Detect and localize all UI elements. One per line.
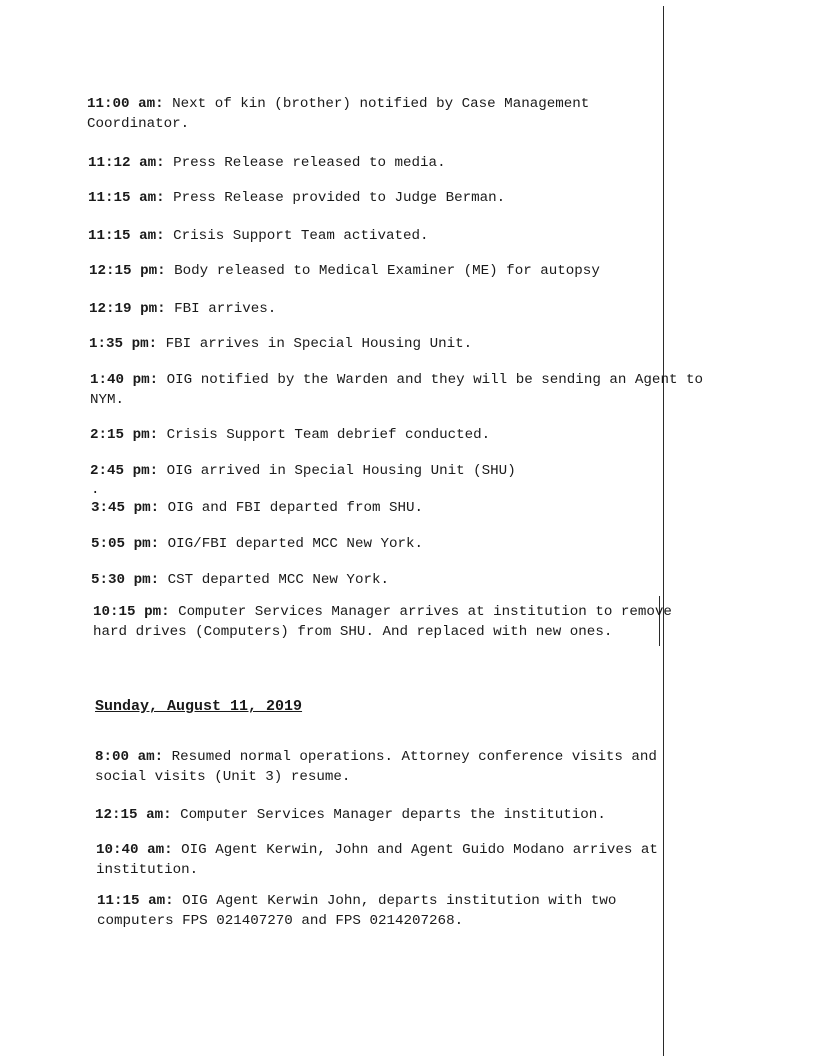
entry-text: FBI arrives. <box>174 301 277 317</box>
entry-text: Resumed normal operations. Attorney conference visits and social visits (Unit 3) resume. <box>95 749 657 785</box>
entry-time: 10:15 pm: <box>93 604 170 620</box>
entry-text: CST departed MCC New York. <box>167 572 390 588</box>
entry-text: OIG arrived in Special Housing Unit (SHU) <box>166 463 516 479</box>
entry-time: 12:19 pm: <box>89 301 166 317</box>
timeline-entry <box>95 805 700 825</box>
entry-time: 10:40 am: <box>96 842 173 858</box>
entry-text: Next of kin (brother) notified by Case Management Coordinator. <box>87 96 590 132</box>
entry-text: Computer Services Manager arrives at institution to remove hard drives (Computers) from SHU. And replaced with new ones. <box>93 604 672 640</box>
date-heading: Sunday, August 11, 2019 <box>95 698 303 715</box>
timeline-entry <box>88 226 698 246</box>
entry-text: Body released to Medical Examiner (ME) for autopsy <box>174 263 600 279</box>
entry-time: 11:15 am: <box>97 893 174 909</box>
entry-text: OIG Agent Kerwin John, departs institution with two computers FPS 021407270 and FPS 0214207268. <box>97 893 617 929</box>
entry-time: 2:15 pm: <box>90 427 159 443</box>
entry-time: 5:30 pm: <box>91 572 160 588</box>
stray-mark: . <box>91 482 100 498</box>
timeline-entry <box>88 153 698 173</box>
entry-text: Computer Services Manager departs the institution. <box>180 807 606 823</box>
entry-text: Press Release released to media. <box>173 155 446 171</box>
entry-time: 8:00 am: <box>95 749 164 765</box>
entry-time: 11:15 am: <box>88 190 165 206</box>
timeline-entry <box>91 498 701 518</box>
entry-time: 2:45 pm: <box>90 463 159 479</box>
entry-time: 11:15 am: <box>88 228 165 244</box>
timeline-entry <box>90 425 700 445</box>
timeline-entry <box>87 94 687 134</box>
entry-time: 11:12 am: <box>88 155 165 171</box>
entry-time: 5:05 pm: <box>91 536 160 552</box>
entry-text: Crisis Support Team activated. <box>173 228 429 244</box>
timeline-entry <box>89 334 699 354</box>
timeline-entry <box>93 602 698 642</box>
timeline-entry <box>89 299 699 319</box>
timeline-entry <box>97 891 697 931</box>
entry-time: 12:15 pm: <box>89 263 166 279</box>
timeline-entry <box>90 370 705 410</box>
entry-time: 1:35 pm: <box>89 336 158 352</box>
entry-time: 3:45 pm: <box>91 500 160 516</box>
entry-text: Press Release provided to Judge Berman. <box>173 190 506 206</box>
entry-text: OIG Agent Kerwin, John and Agent Guido Modano arrives at institution. <box>96 842 658 878</box>
entry-text: Crisis Support Team debrief conducted. <box>166 427 491 443</box>
entry-time: 12:15 am: <box>95 807 172 823</box>
timeline-entry <box>90 461 700 481</box>
timeline-entry <box>96 840 706 880</box>
timeline-entry <box>91 534 701 554</box>
timeline-entry <box>91 570 701 590</box>
entry-text: OIG notified by the Warden and they will be sending an Agent to NYM. <box>90 372 704 408</box>
timeline-entry <box>89 261 729 281</box>
timeline-entry <box>95 747 700 787</box>
entry-text: OIG/FBI departed MCC New York. <box>167 536 424 552</box>
entry-text: OIG and FBI departed from SHU. <box>167 500 424 516</box>
entry-text: FBI arrives in Special Housing Unit. <box>165 336 473 352</box>
entry-time: 1:40 pm: <box>90 372 159 388</box>
timeline-entry <box>88 188 698 208</box>
entry-time: 11:00 am: <box>87 96 164 112</box>
